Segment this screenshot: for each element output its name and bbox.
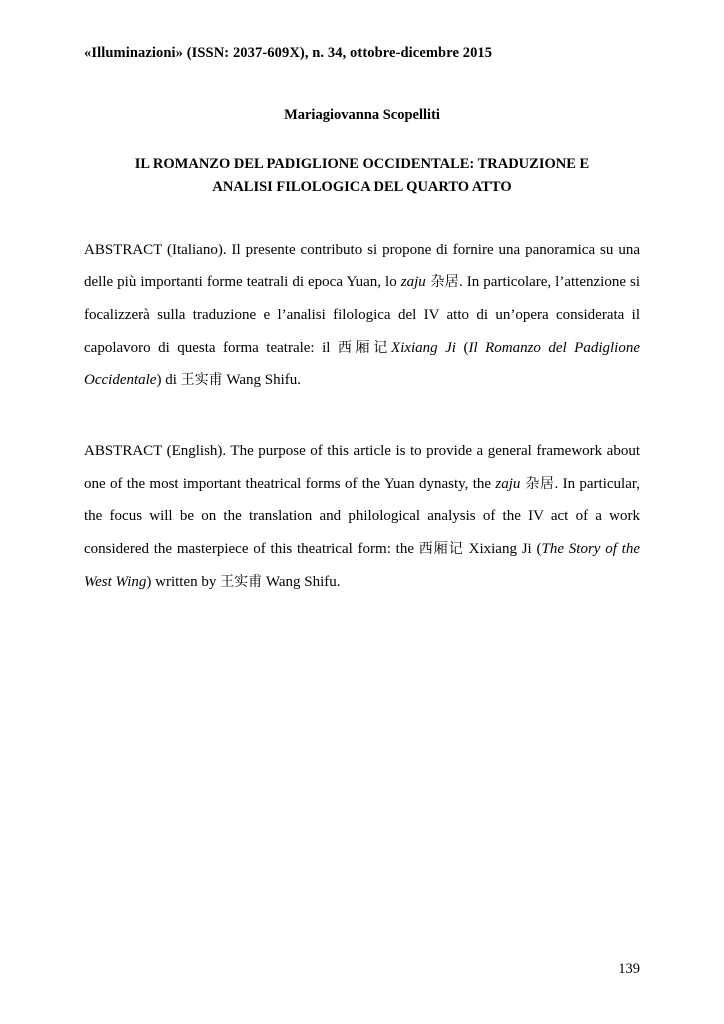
- abstract-italian-author-cjk: 王实甫: [180, 372, 223, 389]
- abstract-italian-close-paren: ) di: [156, 372, 181, 389]
- abstract-english-label: ABSTRACT (English).: [84, 443, 227, 460]
- abstract-english-author-name: Wang Shifu.: [262, 573, 341, 590]
- abstract-english-zaju-cjk: 杂居: [520, 475, 555, 492]
- page-number: 139: [618, 961, 640, 977]
- author-name: Mariagiovanna Scopelliti: [284, 106, 440, 123]
- title-line-1: IL ROMANZO DEL PADIGLIONE OCCIDENTALE: TRADUZIONE E: [134, 155, 590, 172]
- title-line-2: ANALISI FILOLOGICA DEL QUARTO ATTO: [212, 179, 512, 196]
- abstract-italian-author-name: Wang Shifu.: [222, 372, 302, 389]
- abstract-english-zaju: zaju: [495, 475, 521, 492]
- journal-header: «Illuminazioni» (ISSN: 2037-609X), n. 34, ottobre-dicembre 2015: [84, 45, 493, 61]
- abstract-english-text-2: . In particular, the focus will be on the translation and philological analysis of the IV act of a work considered the masterpiece of this theatrical form: the: [84, 475, 640, 558]
- abstract-english-work-cjk: 西厢记: [418, 541, 464, 558]
- abstract-italian-label: ABSTRACT (Italiano).: [84, 241, 227, 258]
- abstract-italian-text-2: . In particolare, l’attenzione si focalizzerà sulla traduzione e l’analisi filologica del IV atto di un’opera considerata il capolavoro di questa forma teatrale: il: [84, 274, 641, 356]
- abstract-english-work-translation: The Story of the West Wing: [84, 541, 641, 590]
- abstract-italian-open-paren: (: [455, 339, 469, 356]
- abstract-english-open-paren: (: [531, 541, 542, 558]
- abstract-italian-work-cjk: 西厢记: [337, 339, 392, 356]
- page-title: [84, 153, 640, 200]
- abstract-english-text-1: The purpose of this article is to provide a general framework about one of the most important theatrical forms of the Yuan dynasty, the: [84, 443, 640, 492]
- abstract-italian: [84, 234, 640, 397]
- abstract-english: [84, 435, 640, 598]
- abstract-english-work-pinyin: Xixiang Ji: [463, 541, 532, 558]
- abstract-italian-work-translation: Il Romanzo del Padiglione Occidentale: [84, 339, 640, 389]
- abstract-italian-work-pinyin: Xixiang Ji: [391, 339, 456, 356]
- abstract-english-author-cjk: 王实甫: [220, 573, 263, 590]
- abstract-italian-zaju: zaju: [400, 274, 426, 291]
- abstract-english-close-paren: ) written by: [146, 573, 221, 590]
- abstract-italian-zaju-cjk: 杂居: [425, 274, 460, 291]
- abstract-italian-text-1: Il presente contributo si propone di fornire una panoramica su una delle più importanti forme teatrali di epoca Yuan, lo: [84, 241, 640, 291]
